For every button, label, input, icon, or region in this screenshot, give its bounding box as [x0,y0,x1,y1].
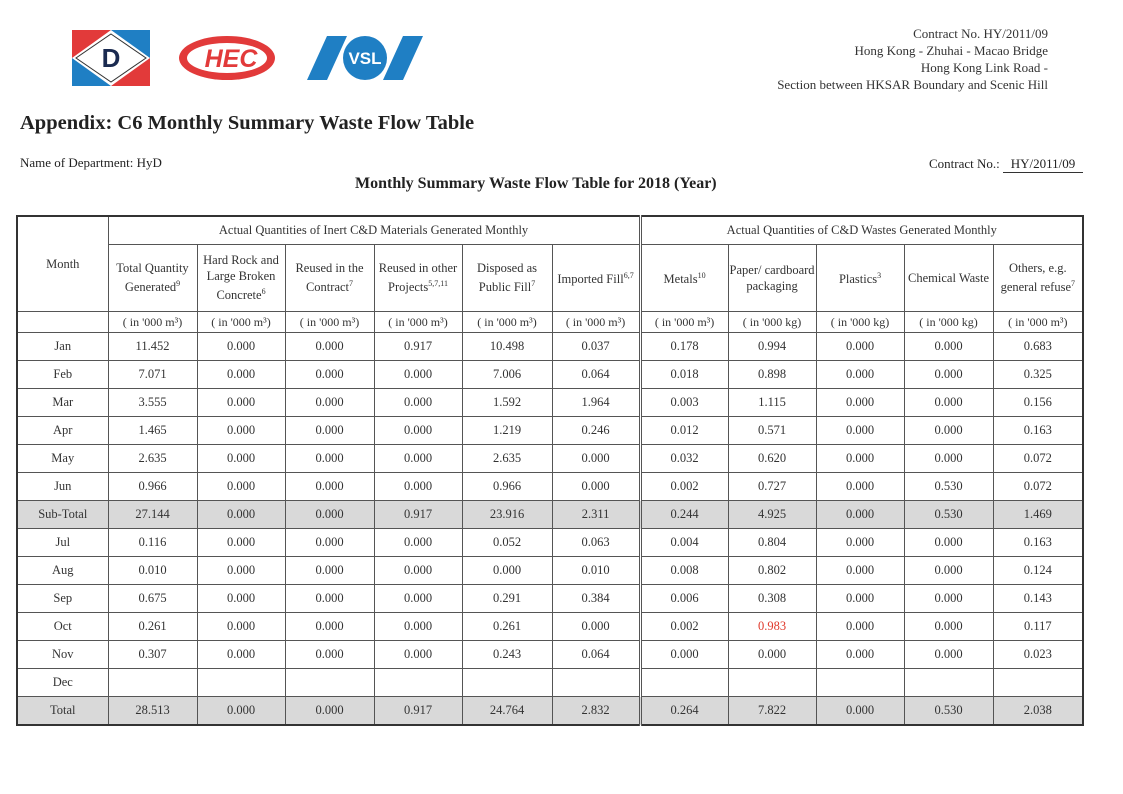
value-cell: 0.530 [904,473,993,501]
department-name: Name of Department: HyD [20,155,162,170]
column-header: Plastics$^3$ [816,245,904,312]
value-cell: 0.116 [108,529,197,557]
value-cell [197,669,285,697]
value-cell: 0.010 [108,557,197,585]
month-cell: Sep [17,585,108,613]
value-cell: 0.000 [904,641,993,669]
value-cell: 0.384 [552,585,640,613]
value-cell: 0.000 [197,473,285,501]
value-cell: 0.000 [904,613,993,641]
value-cell: 0.000 [197,557,285,585]
value-cell: 0.983 [728,613,816,641]
value-cell: 0.000 [816,389,904,417]
value-cell [816,669,904,697]
value-cell: 0.000 [374,445,462,473]
value-cell [374,669,462,697]
unit-cell: ( in '000 m³) [285,312,374,333]
value-cell: 0.000 [640,641,728,669]
month-cell: May [17,445,108,473]
value-cell: 0.000 [816,529,904,557]
value-cell: 0.261 [108,613,197,641]
value-cell: 0.307 [108,641,197,669]
value-cell: 0.000 [285,697,374,726]
column-header: Reused in other Projects$^{5,7,11}$ [374,245,462,312]
column-header: Hard Rock and Large Broken Concrete$^6$ [197,245,285,312]
table-row [17,473,1083,501]
value-cell: 0.143 [993,585,1083,613]
value-cell: 0.000 [285,445,374,473]
value-cell: 0.000 [816,641,904,669]
value-cell: 0.000 [552,445,640,473]
value-cell: 0.000 [904,585,993,613]
value-cell: 0.000 [816,697,904,726]
month-cell: Jan [17,333,108,361]
value-cell: 0.000 [197,501,285,529]
value-cell: 0.000 [374,473,462,501]
column-header: Paper/ cardboard packaging [728,245,816,312]
column-header: Total Quantity Generated$^9$ [108,245,197,312]
value-cell: 1.592 [462,389,552,417]
value-cell: 7.071 [108,361,197,389]
month-cell: Mar [17,389,108,417]
value-cell: 0.727 [728,473,816,501]
value-cell: 0.000 [904,361,993,389]
value-cell: 0.000 [904,389,993,417]
value-cell: 0.000 [374,361,462,389]
value-cell: 1.964 [552,389,640,417]
value-cell: 0.000 [816,417,904,445]
value-cell: 27.144 [108,501,197,529]
column-header: Reused in the Contract$^7$ [285,245,374,312]
table-row [17,641,1083,669]
contract-no-value: HY/2011/09 [1003,156,1083,173]
value-cell: 0.264 [640,697,728,726]
value-cell: 2.038 [993,697,1083,726]
svg-text:HEC: HEC [204,45,258,73]
value-cell: 0.000 [462,557,552,585]
contract-header [777,25,1048,93]
value-cell: 0.008 [640,557,728,585]
value-cell: 0.325 [993,361,1083,389]
value-cell: 0.000 [904,417,993,445]
unit-cell-empty [17,312,108,333]
value-cell: 0.000 [197,333,285,361]
value-cell: 0.243 [462,641,552,669]
value-cell: 0.072 [993,473,1083,501]
value-cell: 0.000 [374,641,462,669]
value-cell: 0.000 [285,585,374,613]
value-cell: 0.000 [285,473,374,501]
value-cell: 0.000 [374,585,462,613]
value-cell: 0.802 [728,557,816,585]
value-cell: 0.002 [640,473,728,501]
value-cell: 0.000 [816,333,904,361]
unit-cell: ( in '000 m³) [640,312,728,333]
value-cell [285,669,374,697]
value-cell: 2.635 [108,445,197,473]
value-cell: 0.000 [197,613,285,641]
contract-line-1: Contract No. HY/2011/09 [913,26,1048,41]
value-cell: 0.917 [374,697,462,726]
value-cell: 7.822 [728,697,816,726]
chec-logo [177,34,277,82]
contract-line-3: Hong Kong Link Road - [920,60,1048,75]
month-cell: Jul [17,529,108,557]
month-cell: Feb [17,361,108,389]
value-cell: 0.000 [197,529,285,557]
table-row [17,389,1083,417]
value-cell: 0.000 [197,445,285,473]
unit-cell: ( in '000 m³) [108,312,197,333]
month-cell: Jun [17,473,108,501]
value-cell: 0.000 [285,361,374,389]
value-cell: 0.966 [108,473,197,501]
value-cell: 28.513 [108,697,197,726]
value-cell: 0.571 [728,417,816,445]
value-cell: 0.620 [728,445,816,473]
column-header: Others, e.g. general refuse$^7$ [993,245,1083,312]
value-cell: 1.115 [728,389,816,417]
value-cell [552,669,640,697]
month-cell: Apr [17,417,108,445]
value-cell: 1.465 [108,417,197,445]
value-cell [728,669,816,697]
value-cell: 0.246 [552,417,640,445]
month-cell: Nov [17,641,108,669]
value-cell: 0.000 [816,473,904,501]
table-title: Monthly Summary Waste Flow Table for 2018 (Year) [355,175,717,192]
value-cell [993,669,1083,697]
value-cell: 0.000 [904,445,993,473]
column-header: Metals$^{10}$ [640,245,728,312]
value-cell: 0.002 [640,613,728,641]
column-header: Disposed as Public Fill$^7$ [462,245,552,312]
value-cell: 0.000 [904,529,993,557]
value-cell: 0.898 [728,361,816,389]
value-cell: 1.469 [993,501,1083,529]
month-cell: Aug [17,557,108,585]
unit-cell: ( in '000 kg) [728,312,816,333]
unit-cell: ( in '000 m³) [462,312,552,333]
unit-cell: ( in '000 kg) [904,312,993,333]
value-cell: 0.163 [993,529,1083,557]
table-row [17,417,1083,445]
value-cell: 0.308 [728,585,816,613]
table-row [17,529,1083,557]
value-cell: 0.000 [285,641,374,669]
value-cell [108,669,197,697]
table-row [17,501,1083,529]
value-cell: 0.023 [993,641,1083,669]
table-row [17,697,1083,726]
value-cell: 0.000 [374,389,462,417]
value-cell: 0.917 [374,333,462,361]
table-row [17,585,1083,613]
value-cell: 24.764 [462,697,552,726]
value-cell: 0.000 [374,557,462,585]
value-cell: 0.156 [993,389,1083,417]
contract-line-2: Hong Kong - Zhuhai - Macao Bridge [854,43,1048,58]
value-cell: 0.000 [552,613,640,641]
waste-group-header: Actual Quantities of C&D Wastes Generated Monthly [640,216,1083,245]
unit-cell: ( in '000 m³) [374,312,462,333]
inert-group-header: Actual Quantities of Inert C&D Materials Generated Monthly [108,216,640,245]
value-cell: 0.000 [285,613,374,641]
value-cell: 0.530 [904,697,993,726]
value-cell: 0.178 [640,333,728,361]
value-cell: 0.000 [197,641,285,669]
value-cell: 0.018 [640,361,728,389]
value-cell: 0.004 [640,529,728,557]
value-cell: 0.003 [640,389,728,417]
table-row [17,333,1083,361]
value-cell: 0.000 [374,417,462,445]
value-cell: 2.311 [552,501,640,529]
table-row [17,361,1083,389]
column-header: Chemical Waste [904,245,993,312]
value-cell: 0.683 [993,333,1083,361]
vsl-logo [297,30,427,86]
value-cell: 0.000 [285,557,374,585]
value-cell: 0.032 [640,445,728,473]
value-cell: 0.064 [552,361,640,389]
value-cell: 3.555 [108,389,197,417]
value-cell: 0.012 [640,417,728,445]
month-header: Month [17,216,108,312]
value-cell: 0.966 [462,473,552,501]
value-cell: 0.261 [462,613,552,641]
value-cell: 0.124 [993,557,1083,585]
value-cell: 0.675 [108,585,197,613]
value-cell [462,669,552,697]
value-cell: 0.000 [197,417,285,445]
value-cell: 0.000 [728,641,816,669]
value-cell: 0.000 [816,361,904,389]
month-cell: Dec [17,669,108,697]
waste-flow-table [16,215,1084,726]
value-cell: 0.000 [904,557,993,585]
value-cell: 4.925 [728,501,816,529]
value-cell: 0.163 [993,417,1083,445]
value-cell: 0.244 [640,501,728,529]
unit-cell: ( in '000 m³) [552,312,640,333]
month-cell: Oct [17,613,108,641]
month-cell: Total [17,697,108,726]
value-cell: 2.635 [462,445,552,473]
value-cell [904,669,993,697]
svg-text:D: D [101,43,121,73]
value-cell: 0.000 [374,613,462,641]
value-cell: 1.219 [462,417,552,445]
value-cell: 0.000 [816,585,904,613]
value-cell: 23.916 [462,501,552,529]
value-cell: 0.063 [552,529,640,557]
value-cell: 0.000 [816,445,904,473]
value-cell: 0.064 [552,641,640,669]
contract-number [929,156,1083,173]
value-cell: 0.291 [462,585,552,613]
value-cell: 0.994 [728,333,816,361]
value-cell: 0.000 [374,529,462,557]
table-row [17,669,1083,697]
unit-cell: ( in '000 m³) [993,312,1083,333]
value-cell: 7.006 [462,361,552,389]
value-cell: 0.804 [728,529,816,557]
value-cell: 0.052 [462,529,552,557]
value-cell: 0.000 [197,697,285,726]
table-row [17,613,1083,641]
unit-cell: ( in '000 kg) [816,312,904,333]
value-cell: 2.832 [552,697,640,726]
table-row [17,557,1083,585]
contract-line-4: Section between HKSAR Boundary and Scenic Hill [777,77,1048,92]
month-cell: Sub-Total [17,501,108,529]
value-cell: 10.498 [462,333,552,361]
unit-cell: ( in '000 m³) [197,312,285,333]
value-cell: 0.000 [197,361,285,389]
table-row [17,445,1083,473]
value-cell: 0.117 [993,613,1083,641]
value-cell: 0.000 [285,333,374,361]
value-cell: 0.530 [904,501,993,529]
dragages-logo [72,30,150,86]
svg-text:VSL: VSL [348,49,382,68]
value-cell: 0.000 [285,529,374,557]
value-cell: 0.917 [374,501,462,529]
value-cell: 0.000 [285,501,374,529]
value-cell: 0.037 [552,333,640,361]
value-cell: 0.000 [816,613,904,641]
value-cell: 0.000 [816,557,904,585]
value-cell: 0.000 [197,585,285,613]
value-cell: 0.000 [197,389,285,417]
value-cell: 0.000 [904,333,993,361]
contract-no-label: Contract No.: [928,156,1000,171]
value-cell: 0.072 [993,445,1083,473]
appendix-title: Appendix: C6 Monthly Summary Waste Flow Table [20,112,475,134]
value-cell: 0.000 [552,473,640,501]
value-cell: 0.006 [640,585,728,613]
value-cell: 0.000 [816,501,904,529]
value-cell: 0.000 [285,389,374,417]
column-header: Imported Fill$^{6,7}$ [552,245,640,312]
value-cell: 0.010 [552,557,640,585]
value-cell: 0.000 [285,417,374,445]
value-cell [640,669,728,697]
value-cell: 11.452 [108,333,197,361]
